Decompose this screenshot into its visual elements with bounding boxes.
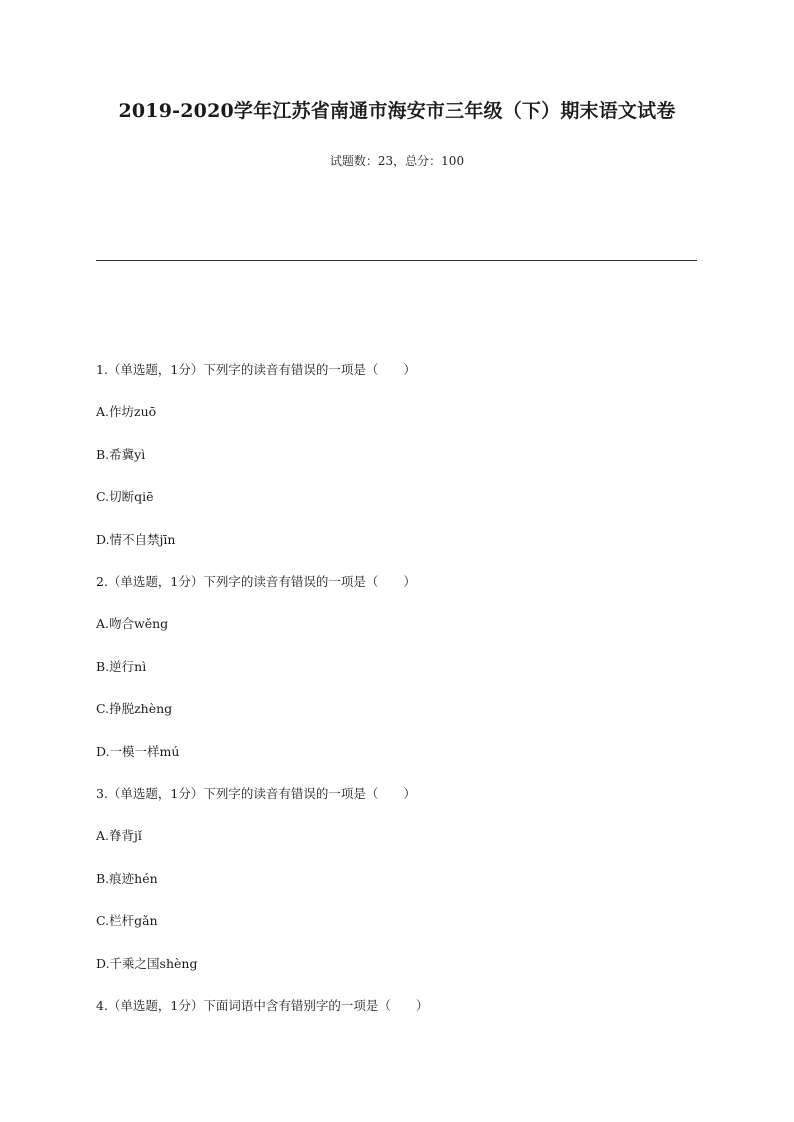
option-a[interactable]: A.吻合wěng	[96, 616, 169, 631]
header-divider	[96, 260, 697, 261]
question-stem: 2.（单选题，1分）下列字的读音有错误的一项是（ ）	[96, 574, 416, 589]
option-b[interactable]: B.逆行nì	[96, 658, 147, 674]
question-stem: 3.（单选题，1分）下列字的读音有错误的一项是（ ）	[96, 786, 416, 801]
question-2	[96, 571, 696, 762]
question-list	[96, 359, 696, 1037]
option-c[interactable]: C.栏杆gǎn	[96, 913, 158, 928]
question-stem: 4.（单选题，1分）下面词语中含有错别字的一项是（ ）	[96, 998, 429, 1013]
option-d[interactable]: D.一模一样mú	[96, 743, 180, 759]
question-1	[96, 359, 696, 550]
option-b[interactable]: B.希冀yì	[96, 446, 146, 462]
question-3	[96, 783, 696, 974]
option-a[interactable]: A.脊背jǐ	[96, 828, 142, 843]
option-b[interactable]: B.痕迹hén	[96, 870, 158, 886]
option-d[interactable]: D.情不自禁jīn	[96, 531, 176, 547]
option-c[interactable]: C.切断qiē	[96, 489, 154, 504]
option-a[interactable]: A.作坊zuō	[96, 404, 157, 419]
option-c[interactable]: C.挣脱zhèng	[96, 701, 173, 716]
option-d[interactable]: D.千乘之国shèng	[96, 955, 198, 971]
document-title: 2019-2020学年江苏省南通市海安市三年级（下）期末语文试卷	[118, 100, 676, 122]
question-count-score: 试题数：23，总分：100	[329, 154, 465, 168]
question-4	[96, 995, 696, 1016]
question-stem: 1.（单选题，1分）下列字的读音有错误的一项是（ ）	[96, 362, 416, 377]
